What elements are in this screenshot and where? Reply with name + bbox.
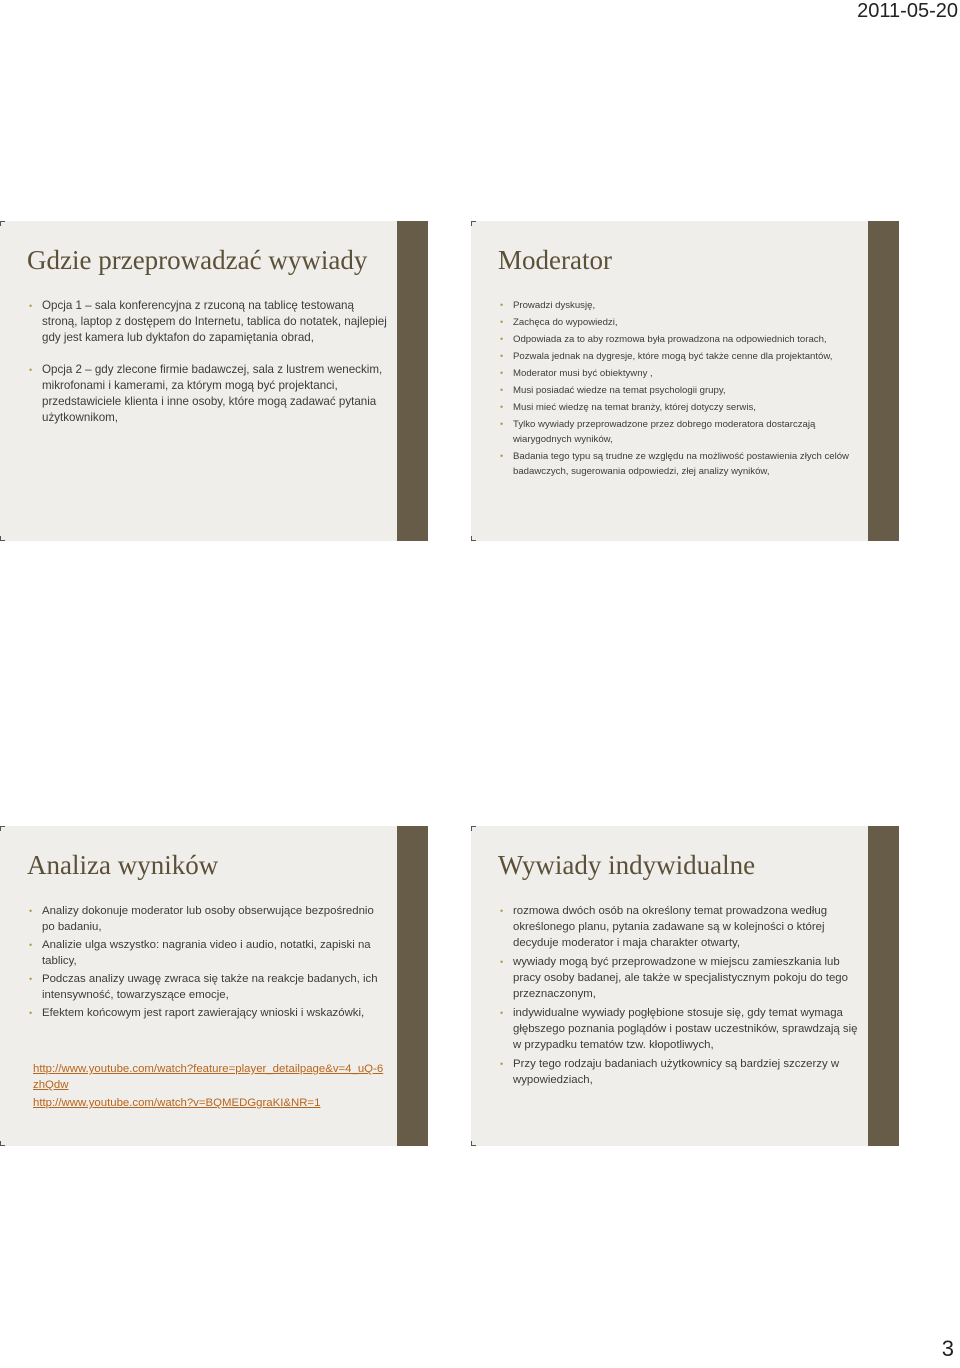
bullet-text: rozmowa dwóch osób na określony temat prowadzona według określonego planu, pytania zadawane są w kolejności o której decyduje moderator i maja charakter otwarty, — [513, 905, 828, 949]
bullet-item — [28, 1005, 388, 1021]
bullet-item — [499, 954, 859, 1002]
bullet-icon: • — [500, 385, 504, 395]
slide-where-to-conduct-interviews — [0, 221, 428, 541]
bullet-text: indywidualne wywiady pogłębione stosuje się, gdy temat wymaga głębszego poznania poglądów i postaw uczestników, sprawdzają się w przypadku tematów tzw. kłopotliwych, — [513, 1007, 858, 1051]
bullet-item — [28, 362, 388, 426]
bullet-icon: • — [500, 334, 504, 344]
youtube-link[interactable]: http://www.youtube.com/watch?feature=player_detailpage&v=4_uQ-6zhQdw — [33, 1063, 384, 1091]
bullet-text: Prowadzi dyskusję, — [513, 300, 596, 311]
slide-corner-mark — [0, 221, 5, 226]
bullet-icon: • — [500, 1059, 504, 1069]
slide-sidebar-accent — [868, 221, 899, 541]
bullet-item — [499, 1005, 859, 1053]
bullet-text: Badania tego typu są trudne ze względu na możliwość postawienia złych celów badawczych, sugerowania odpowiedzi, złej analizy wyników, — [513, 451, 849, 477]
bullet-text: Pozwala jednak na dygresje, które mogą być także cenne dla projektantów, — [513, 351, 833, 362]
bullet-item — [28, 903, 388, 935]
bullet-icon: • — [500, 351, 504, 361]
bullet-icon: • — [500, 300, 504, 310]
bullet-icon: • — [500, 957, 504, 967]
bullet-item — [28, 298, 388, 346]
slide-title: Wywiady indywidualne — [498, 850, 756, 880]
bullet-item — [499, 400, 859, 415]
bullet-list — [499, 903, 859, 1091]
bullet-item — [28, 937, 388, 969]
bullet-text: Odpowiada za to aby rozmowa była prowadzona na odpowiednich torach, — [513, 334, 827, 345]
bullet-icon: • — [500, 317, 504, 327]
slide-corner-mark — [0, 1141, 5, 1146]
bullet-icon: • — [29, 906, 33, 916]
page-date: 2011-05-20 — [857, 0, 958, 22]
bullet-item — [499, 449, 859, 479]
bullet-item — [28, 971, 388, 1003]
bullet-item — [499, 332, 859, 347]
youtube-link[interactable]: http://www.youtube.com/watch?v=BQMEDGgraKI&NR=1 — [33, 1097, 321, 1109]
bullet-icon: • — [29, 974, 33, 984]
bullet-list — [28, 903, 388, 1023]
bullet-icon: • — [29, 365, 33, 375]
video-links — [33, 1061, 384, 1111]
slide-sidebar-accent — [868, 826, 899, 1146]
bullet-icon: • — [29, 301, 33, 311]
slide-sidebar-accent — [397, 826, 428, 1146]
slide-corner-mark — [0, 826, 5, 831]
bullet-icon: • — [500, 451, 504, 461]
bullet-text: Opcja 1 – sala konferencyjna z rzuconą na tablicę testowaną stroną, laptop z dostępem do Internetu, tablica do notatek, najlepiej gdy jest kamera lub dyktafon do zapamiętania obrad, — [42, 299, 387, 344]
slide-moderator — [471, 221, 899, 541]
bullet-text: Musi posiadać wiedze na temat psychologii grupy, — [513, 385, 726, 396]
slide-results-analysis — [0, 826, 428, 1146]
slide-individual-interviews — [471, 826, 899, 1146]
bullet-text: Analizie ulga wszystko: nagrania video i audio, notatki, zapiski na tablicy, — [42, 939, 371, 967]
slide-sidebar-accent — [397, 221, 428, 541]
bullet-item — [499, 298, 859, 313]
bullet-text: Zachęca do wypowiedzi, — [513, 317, 618, 328]
slide-corner-mark — [471, 826, 476, 831]
bullet-text: Opcja 2 – gdy zlecone firmie badawczej, sala z lustrem weneckim, mikrofonami i kamerami, za którym mogą być projektanci, przedstawiciele klienta i inne osoby, które mogą zadawać pytania użytkownikom, — [42, 363, 383, 424]
bullet-icon: • — [500, 368, 504, 378]
bullet-icon: • — [500, 419, 504, 429]
bullet-icon: • — [29, 940, 33, 950]
bullet-item — [499, 417, 859, 447]
bullet-text: Efektem końcowym jest raport zawierający wnioski i wskazówki, — [42, 1007, 365, 1019]
slide-corner-mark — [471, 1141, 476, 1146]
bullet-icon: • — [500, 1008, 504, 1018]
bullet-item — [499, 315, 859, 330]
slide-title: Gdzie przeprowadzać wywiady — [27, 245, 368, 275]
bullet-list — [28, 298, 388, 442]
bullet-list — [499, 298, 859, 481]
slide-corner-mark — [0, 536, 5, 541]
slide-corner-mark — [471, 221, 476, 226]
bullet-text: wywiady mogą być przeprowadzone w miejscu zamieszkania lub pracy osoby badanej, ale także w specjalistycznym pokoju do tego przeznaczonym, — [513, 956, 848, 1000]
bullet-text: Musi mieć wiedzę na temat branży, której dotyczy serwis, — [513, 402, 756, 413]
bullet-item — [499, 366, 859, 381]
bullet-text: Podczas analizy uwagę zwraca się także na reakcje badanych, ich intensywność, towarzyszące emocje, — [42, 973, 378, 1001]
bullet-text: Moderator musi być obiektywny , — [513, 368, 653, 379]
bullet-item — [499, 1056, 859, 1088]
bullet-item — [499, 903, 859, 951]
slide-title: Moderator — [498, 245, 612, 275]
bullet-icon: • — [500, 906, 504, 916]
bullet-item — [499, 349, 859, 364]
bullet-text: Przy tego rodzaju badaniach użytkownicy są bardziej szczerzy w wypowiedziach, — [513, 1058, 840, 1086]
bullet-text: Analizy dokonuje moderator lub osoby obserwujące bezpośrednio po badaniu, — [42, 905, 374, 933]
bullet-item — [499, 383, 859, 398]
bullet-icon: • — [29, 1008, 33, 1018]
bullet-icon: • — [500, 402, 504, 412]
slide-title: Analiza wyników — [27, 850, 219, 880]
page-number: 3 — [941, 1336, 954, 1361]
slide-corner-mark — [471, 536, 476, 541]
bullet-text: Tylko wywiady przeprowadzone przez dobrego moderatora dostarczają wiarygodnych wyników, — [513, 419, 816, 445]
